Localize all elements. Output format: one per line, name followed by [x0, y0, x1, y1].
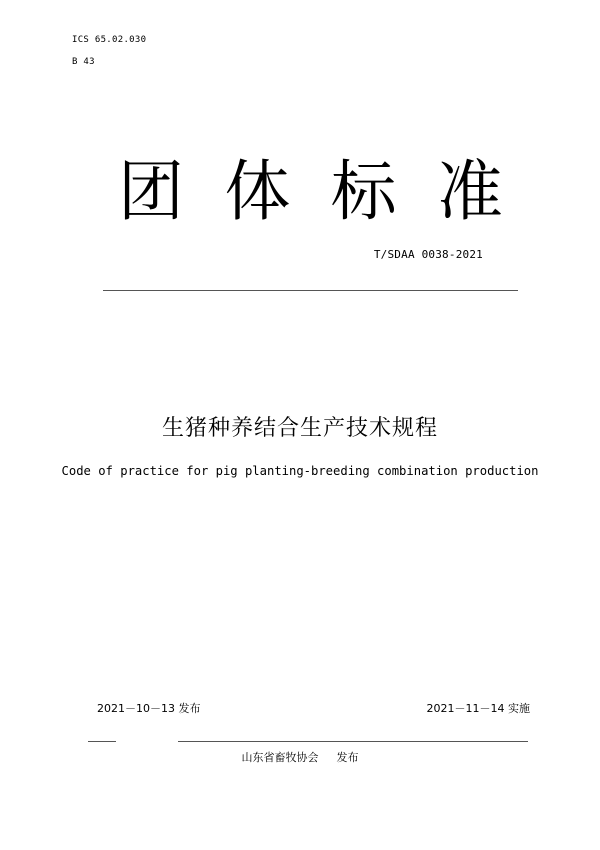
publisher-name: 山东省畜牧协会 [241, 751, 319, 764]
implement-date: 2021－11－14 实施 [426, 702, 530, 715]
divider-bottom-right [178, 741, 528, 742]
ccs-code: B 43 [72, 57, 95, 67]
title-char: 团 [118, 153, 184, 230]
divider-bottom-left [88, 741, 116, 742]
standard-title-english: Code of practice for pig planting-breeding combination production [61, 464, 539, 478]
standard-number: T/SDAA 0038-2021 [373, 248, 483, 261]
title-char: 体 [224, 153, 291, 230]
standard-title-chinese: 生猪种养结合生产技术规程 [161, 416, 438, 441]
publisher-line [0, 749, 600, 765]
publish-date: 2021－10－13 发布 [97, 702, 201, 715]
ics-code: ICS 65.02.030 [72, 35, 147, 45]
title-char: 准 [436, 153, 503, 230]
publisher-action: 发布 [336, 751, 359, 764]
divider-top [103, 290, 518, 291]
document-type-title [118, 152, 503, 232]
title-char: 标 [330, 153, 397, 230]
